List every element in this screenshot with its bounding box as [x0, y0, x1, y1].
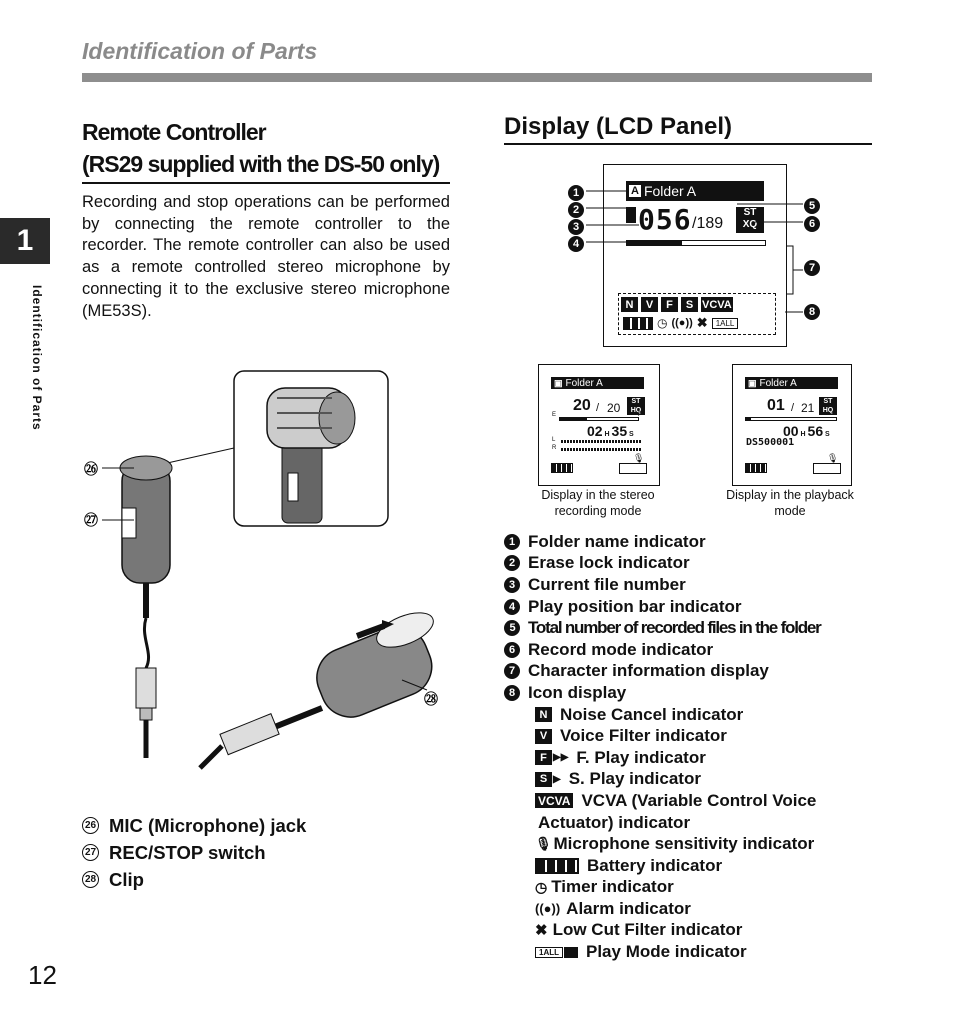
playback-file-number: 01 — [767, 397, 785, 414]
callout-7: 7 — [804, 260, 820, 276]
list-item: 3 Current file number — [504, 574, 872, 596]
playback-time: 00 H 56 S — [783, 423, 830, 439]
list-item: 🎙 Microphone sensitivity indicator — [535, 834, 815, 854]
stereo-label-e: E — [552, 412, 557, 418]
playback-caption: Display in the playback mode — [726, 488, 854, 518]
stereo-caption: Display in the stereo recording mode — [541, 488, 655, 518]
lcd-file-number: 056 — [638, 203, 692, 236]
list-item: 2 Erase lock indicator — [504, 553, 872, 575]
noise-cancel-icon: N — [621, 297, 638, 312]
stereo-label-r: R — [552, 445, 557, 451]
fplay-icon: F ▶▶ — [535, 750, 568, 765]
stereo-slash: / — [596, 402, 600, 414]
fplay-icon: F — [661, 297, 678, 312]
alarm-icon: ((●)) — [671, 317, 693, 329]
section-title: Identification of Parts — [82, 38, 318, 64]
list-item: 1 Folder name indicator — [504, 531, 872, 553]
list-item: Actuator) indicator — [538, 812, 691, 832]
callout-2: 2 — [568, 202, 584, 218]
battery-icon — [551, 463, 573, 473]
callout-8: 8 — [804, 304, 820, 320]
callout-5: 5 — [804, 198, 820, 214]
playmode-icon — [813, 463, 841, 474]
stereo-total: 20 — [607, 401, 621, 415]
noise-cancel-icon: N — [535, 707, 552, 722]
list-item: 8 Icon display — [504, 682, 872, 704]
list-item: 28 Clip — [82, 866, 306, 893]
playback-position-bar — [745, 417, 837, 421]
battery-icon — [623, 317, 653, 330]
lcd-playback-panel — [732, 364, 852, 486]
list-item: V Voice Filter indicator — [504, 725, 872, 747]
remote-illustration — [82, 368, 452, 788]
mic-sensitivity-icon: 🎙 — [633, 453, 645, 463]
remote-body: Recording and stop operations can be performed by connecting the remote controller to the recorder. The remote controller can also be used as a remote controlled stereo microphone by connecting it to the exclusive stereo microphone (ME53S). — [82, 193, 450, 320]
callout-28: ㉘ — [424, 691, 438, 707]
chapter-number: 1 — [16, 224, 34, 257]
lcd-callouts-right — [804, 196, 820, 320]
list-item: N Noise Cancel indicator — [504, 704, 872, 726]
lcd-total: /189 — [692, 215, 724, 232]
list-item: VCVA VCVA (Variable Control Voice — [504, 790, 872, 812]
alarm-icon: ((●)) — [535, 901, 561, 917]
list-item: 6 Record mode indicator — [504, 639, 872, 661]
playmode-icon: 1ALL — [712, 318, 739, 329]
stereo-progress-bar — [559, 417, 639, 421]
splay-icon: S — [681, 297, 698, 312]
list-item: 26 MIC (Microphone) jack — [82, 812, 306, 839]
list-item: ✖ Low Cut Filter indicator — [535, 920, 743, 940]
side-label: Identification of Parts — [30, 285, 44, 431]
level-meter-right — [561, 448, 641, 451]
folder-icon: ▣ — [748, 377, 757, 388]
lcd-folder-name: Folder A — [643, 183, 697, 199]
remote-heading-line1: Remote Controller — [82, 119, 266, 145]
list-item: F ▶▶ F. Play indicator — [504, 747, 872, 769]
mic-sensitivity-icon: 🎙 — [827, 453, 839, 463]
folder-icon: A — [631, 185, 639, 197]
splay-icon: S ▶ — [535, 772, 561, 787]
callout-1: 1 — [568, 185, 584, 201]
vcva-icon: VCVA — [702, 298, 732, 311]
lcd-leader-lines-left — [584, 180, 644, 260]
callout-4: 4 — [568, 236, 584, 252]
list-item: 4 Play position bar indicator — [504, 596, 872, 618]
list-item: ((●)) Alarm indicator — [535, 898, 691, 918]
lcd-callouts-left — [568, 183, 584, 251]
list-item: 7 Character information display — [504, 661, 872, 683]
list-item: Battery indicator — [504, 855, 872, 877]
playback-folder-bar: ▣ Folder A — [745, 377, 838, 389]
list-item: 5 Total number of recorded files in the folder — [504, 617, 872, 639]
callout-3: 3 — [568, 219, 584, 235]
list-item: ◷ Timer indicator — [535, 877, 674, 897]
title-rule — [82, 73, 872, 82]
voice-filter-icon: V — [535, 729, 552, 744]
callout-6: 6 — [804, 216, 820, 232]
lowcut-icon: ✖ — [696, 315, 708, 330]
stereo-file-number: 20 — [573, 397, 591, 414]
callout-26: ㉖ — [84, 461, 98, 477]
battery-icon — [535, 858, 579, 874]
remote-heading-line2: (RS29 supplied with the DS-50 only) — [82, 151, 440, 177]
battery-icon — [745, 463, 767, 473]
timer-icon: ◷ — [657, 316, 668, 330]
lcd-leader-lines-right — [735, 196, 805, 326]
playmode-icon: 1ALL — [535, 947, 578, 958]
playback-slash: / — [791, 402, 795, 414]
lcd-stereo-panel — [538, 364, 660, 486]
page-number: 12 — [28, 960, 57, 990]
playback-total: 21 — [801, 401, 815, 415]
stereo-mode-box: ST HQ — [627, 397, 645, 415]
playback-file-name: DS500001 — [746, 437, 795, 448]
list-item: 1ALL Play Mode indicator — [504, 941, 872, 963]
list-item: S ▶ S. Play indicator — [504, 769, 872, 791]
stereo-label-f: F — [638, 412, 642, 418]
level-meter-left — [561, 440, 641, 443]
folder-icon: ▣ — [554, 377, 563, 388]
playback-mode-box: ST HQ — [819, 397, 837, 415]
list-item: 27 REC/STOP switch — [82, 839, 306, 866]
timer-icon: ◷ — [535, 878, 548, 895]
stereo-label-l: L — [552, 437, 556, 443]
parts-list — [82, 812, 306, 893]
callout-27: ㉗ — [84, 512, 98, 528]
stereo-time: 02 H 35 S — [587, 423, 634, 439]
lcd-heading: Display (LCD Panel) — [504, 113, 872, 145]
lcd-legend — [504, 531, 872, 963]
lcd-mode-box: ST XQ — [736, 207, 764, 233]
remote-heading — [82, 116, 450, 184]
lowcut-icon: ✖ — [535, 922, 548, 940]
playmode-icon — [619, 463, 647, 474]
stereo-folder-bar: ▣ Folder A — [551, 377, 644, 389]
chapter-tab — [0, 218, 50, 264]
vcva-icon: VCVA — [535, 793, 573, 808]
mic-sensitivity-icon: 🎙 — [535, 836, 552, 852]
voice-filter-icon: V — [641, 297, 658, 312]
